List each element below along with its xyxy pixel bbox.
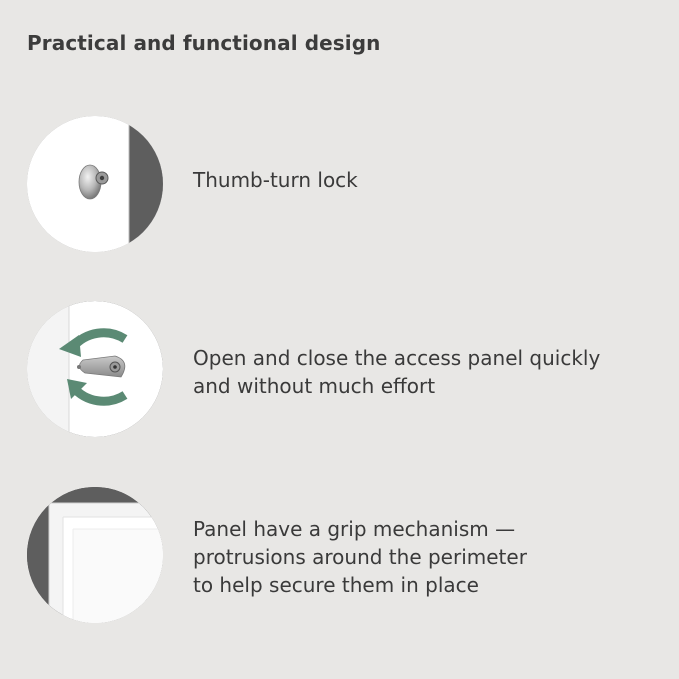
panel-grip-image [27, 487, 163, 623]
thumb-turn-lock-image [27, 116, 163, 252]
page-title: Practical and functional design [27, 31, 381, 55]
panel-frame-icon [27, 487, 163, 623]
feature-line: to help secure them in place [193, 573, 479, 597]
feature-line: protrusions around the perimeter [193, 545, 527, 569]
rotate-arrows-icon [27, 301, 163, 437]
feature-line: and without much effort [193, 374, 436, 398]
lock-icon [27, 116, 163, 252]
rotate-lock-image [27, 301, 163, 437]
feature-line: Open and close the access panel quickly [193, 346, 601, 370]
feature-line: Panel have a grip mechanism — [193, 517, 516, 541]
feature-line: Thumb-turn lock [193, 168, 358, 192]
